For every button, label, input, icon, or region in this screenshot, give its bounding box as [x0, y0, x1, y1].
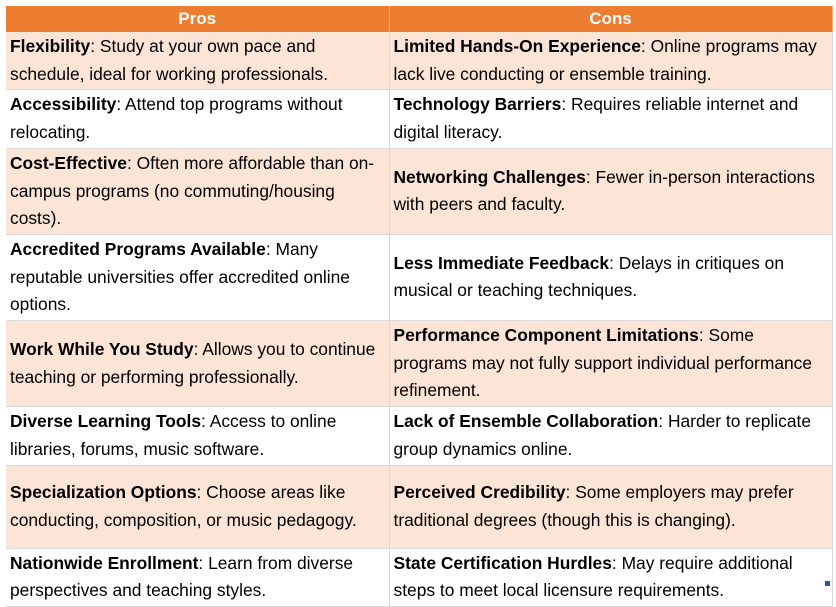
con-title: Less Immediate Feedback: [393, 252, 610, 273]
pro-cell[interactable]: [6, 548, 389, 606]
con-title: Performance Component Limitations: [393, 325, 699, 346]
pro-title: Cost-Effective: [10, 152, 127, 173]
table-row: [6, 548, 832, 606]
pros-header[interactable]: Pros: [6, 6, 389, 32]
cons-header[interactable]: Cons: [389, 6, 832, 32]
header-row: [6, 6, 832, 32]
pro-text: : Learn from diverse perspectives and teaching styles.: [10, 552, 354, 601]
pro-text: : Often more affordable than on-campus programs (no commuting/housing costs).: [10, 152, 375, 229]
con-cell[interactable]: [389, 32, 832, 90]
pro-cell[interactable]: [6, 321, 389, 407]
pro-text: : Study at your own pace and schedule, ideal for working professionals.: [10, 36, 329, 84]
con-text: : Harder to replicate group dynamics online.: [393, 411, 812, 459]
pro-cell[interactable]: [6, 465, 389, 548]
con-text: : Some programs may not fully support individual performance refinement.: [393, 325, 813, 401]
pro-text: : Many reputable universities offer accredited online options.: [10, 238, 350, 315]
table-row: [6, 148, 832, 234]
con-cell[interactable]: [389, 148, 832, 234]
pro-cell[interactable]: [6, 90, 389, 148]
table-row: [6, 234, 832, 320]
pro-cell[interactable]: [6, 148, 389, 234]
con-cell[interactable]: [389, 548, 832, 606]
con-cell[interactable]: [389, 90, 832, 148]
con-title: Perceived Credibility: [393, 481, 566, 502]
con-title: State Certification Hurdles: [393, 552, 612, 573]
pro-title: Work While You Study: [10, 338, 194, 359]
con-title: Lack of Ensemble Collaboration: [393, 411, 659, 432]
pro-cell[interactable]: [6, 32, 389, 90]
pro-title: Specialization Options: [10, 481, 197, 502]
con-text: : Some employers may prefer traditional degrees (though this is changing).: [393, 481, 794, 530]
con-title: Limited Hands-On Experience: [393, 36, 641, 56]
pro-text: : Choose areas like conducting, composition, or music pedagogy.: [10, 481, 357, 530]
pro-title: Accessibility: [10, 94, 117, 115]
pro-title: Diverse Learning Tools: [10, 411, 202, 432]
pro-title: Accredited Programs Available: [10, 238, 266, 259]
con-text: : Fewer in-person interactions with peers and faculty.: [393, 166, 815, 215]
pro-title: Nationwide Enrollment: [10, 552, 199, 573]
pro-cell[interactable]: [6, 407, 389, 465]
con-title: Networking Challenges: [393, 166, 586, 187]
pro-text: : Allows you to continue teaching or performing professionally.: [10, 338, 376, 387]
pro-text: : Attend top programs without relocating.: [10, 94, 343, 143]
con-cell[interactable]: [389, 321, 832, 407]
table-row: [6, 465, 832, 548]
con-cell[interactable]: [389, 234, 832, 320]
table-row: [6, 407, 832, 465]
con-title: Technology Barriers: [393, 94, 562, 115]
con-text: : May require additional steps to meet local licensure requirements.: [393, 552, 793, 601]
pro-title: Flexibility: [10, 36, 91, 56]
con-cell[interactable]: [389, 465, 832, 548]
pro-cell[interactable]: [6, 234, 389, 320]
con-text: : Requires reliable internet and digital literacy.: [393, 94, 799, 143]
con-text: : Online programs may lack live conducting or ensemble training.: [393, 36, 817, 84]
fill-handle-icon[interactable]: [825, 581, 830, 586]
con-cell[interactable]: [389, 407, 832, 465]
pro-text: : Access to online libraries, forums, music software.: [10, 411, 337, 459]
con-text: : Delays in critiques on musical or teaching techniques.: [393, 252, 785, 301]
table-row: [6, 321, 832, 407]
table-row: [6, 90, 832, 148]
table-row: [6, 32, 832, 90]
pros-cons-table: [6, 6, 833, 607]
